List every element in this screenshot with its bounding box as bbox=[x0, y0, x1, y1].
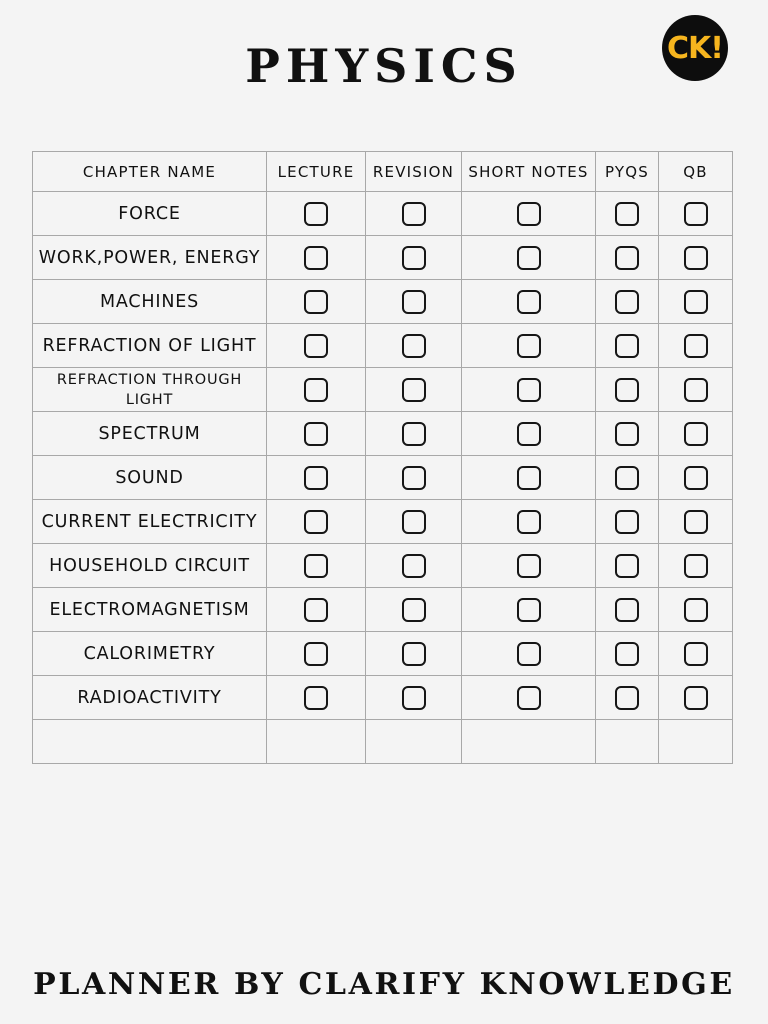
short-notes-checkbox[interactable] bbox=[517, 554, 541, 578]
revision-cell bbox=[366, 676, 462, 720]
lecture-checkbox[interactable] bbox=[304, 202, 328, 226]
table-row bbox=[33, 412, 733, 456]
revision-cell bbox=[366, 544, 462, 588]
pyqs-checkbox[interactable] bbox=[615, 466, 639, 490]
lecture-checkbox[interactable] bbox=[304, 598, 328, 622]
revision-checkbox[interactable] bbox=[402, 554, 426, 578]
lecture-cell bbox=[267, 280, 366, 324]
qb-checkbox[interactable] bbox=[684, 554, 708, 578]
short-notes-checkbox[interactable] bbox=[517, 334, 541, 358]
table-row bbox=[33, 456, 733, 500]
revision-cell bbox=[366, 236, 462, 280]
lecture-cell bbox=[267, 324, 366, 368]
short-notes-cell bbox=[462, 368, 596, 412]
column-header-chapter-name: CHAPTER NAME bbox=[33, 152, 267, 192]
lecture-checkbox[interactable] bbox=[304, 378, 328, 402]
lecture-checkbox[interactable] bbox=[304, 510, 328, 534]
column-header-lecture: LECTURE bbox=[267, 152, 366, 192]
qb-checkbox[interactable] bbox=[684, 510, 708, 534]
table-row bbox=[33, 676, 733, 720]
column-header-pyqs: PYQS bbox=[596, 152, 659, 192]
lecture-cell bbox=[267, 676, 366, 720]
pyqs-checkbox[interactable] bbox=[615, 290, 639, 314]
qb-cell bbox=[659, 632, 733, 676]
lecture-checkbox[interactable] bbox=[304, 554, 328, 578]
pyqs-checkbox[interactable] bbox=[615, 554, 639, 578]
short-notes-cell bbox=[462, 236, 596, 280]
qb-cell bbox=[659, 236, 733, 280]
pyqs-cell bbox=[596, 588, 659, 632]
lecture-cell bbox=[267, 456, 366, 500]
short-notes-cell bbox=[462, 544, 596, 588]
table-row-empty bbox=[33, 720, 733, 764]
table-row bbox=[33, 192, 733, 236]
table-header-row bbox=[33, 152, 733, 192]
revision-checkbox[interactable] bbox=[402, 422, 426, 446]
chapter-name-cell: HOUSEHOLD CIRCUIT bbox=[33, 544, 267, 588]
chapter-name-cell: SPECTRUM bbox=[33, 412, 267, 456]
qb-checkbox[interactable] bbox=[684, 290, 708, 314]
pyqs-cell bbox=[596, 632, 659, 676]
table-body bbox=[33, 192, 733, 764]
qb-checkbox[interactable] bbox=[684, 422, 708, 446]
qb-cell bbox=[659, 192, 733, 236]
short-notes-cell bbox=[462, 280, 596, 324]
lecture-cell bbox=[267, 500, 366, 544]
column-header-qb: QB bbox=[659, 152, 733, 192]
pyqs-checkbox[interactable] bbox=[615, 334, 639, 358]
lecture-cell bbox=[267, 412, 366, 456]
chapter-name-cell: RADIOACTIVITY bbox=[33, 676, 267, 720]
lecture-checkbox[interactable] bbox=[304, 466, 328, 490]
table-row bbox=[33, 368, 733, 412]
table-row bbox=[33, 500, 733, 544]
short-notes-cell bbox=[462, 676, 596, 720]
qb-cell bbox=[659, 500, 733, 544]
lecture-cell bbox=[267, 368, 366, 412]
qb-checkbox[interactable] bbox=[684, 598, 708, 622]
short-notes-cell bbox=[462, 412, 596, 456]
short-notes-cell bbox=[462, 720, 596, 764]
short-notes-cell bbox=[462, 500, 596, 544]
short-notes-checkbox[interactable] bbox=[517, 246, 541, 270]
pyqs-cell bbox=[596, 192, 659, 236]
revision-cell bbox=[366, 412, 462, 456]
revision-cell bbox=[366, 368, 462, 412]
table-row bbox=[33, 324, 733, 368]
lecture-checkbox[interactable] bbox=[304, 686, 328, 710]
lecture-cell bbox=[267, 192, 366, 236]
pyqs-cell bbox=[596, 676, 659, 720]
chapter-name-cell: ELECTROMAGNETISM bbox=[33, 588, 267, 632]
revision-cell bbox=[366, 500, 462, 544]
short-notes-checkbox[interactable] bbox=[517, 422, 541, 446]
revision-checkbox[interactable] bbox=[402, 642, 426, 666]
table-row bbox=[33, 236, 733, 280]
revision-checkbox[interactable] bbox=[402, 334, 426, 358]
short-notes-checkbox[interactable] bbox=[517, 686, 541, 710]
qb-checkbox[interactable] bbox=[684, 334, 708, 358]
revision-checkbox[interactable] bbox=[402, 378, 426, 402]
lecture-cell bbox=[267, 720, 366, 764]
table-row bbox=[33, 632, 733, 676]
pyqs-checkbox[interactable] bbox=[615, 422, 639, 446]
short-notes-checkbox[interactable] bbox=[517, 466, 541, 490]
pyqs-checkbox[interactable] bbox=[615, 642, 639, 666]
column-header-revision: REVISION bbox=[366, 152, 462, 192]
revision-cell bbox=[366, 192, 462, 236]
pyqs-cell bbox=[596, 324, 659, 368]
chapter-name-cell: REFRACTION OF LIGHT bbox=[33, 324, 267, 368]
pyqs-checkbox[interactable] bbox=[615, 510, 639, 534]
qb-cell bbox=[659, 412, 733, 456]
chapter-name-cell: MACHINES bbox=[33, 280, 267, 324]
column-header-short-notes: SHORT NOTES bbox=[462, 152, 596, 192]
qb-checkbox[interactable] bbox=[684, 686, 708, 710]
qb-cell bbox=[659, 588, 733, 632]
revision-checkbox[interactable] bbox=[402, 202, 426, 226]
qb-cell bbox=[659, 544, 733, 588]
table-row bbox=[33, 544, 733, 588]
lecture-checkbox[interactable] bbox=[304, 642, 328, 666]
table-row bbox=[33, 280, 733, 324]
short-notes-cell bbox=[462, 324, 596, 368]
chapter-name-cell: WORK,POWER, ENERGY bbox=[33, 236, 267, 280]
revision-cell bbox=[366, 632, 462, 676]
qb-checkbox[interactable] bbox=[684, 202, 708, 226]
qb-checkbox[interactable] bbox=[684, 378, 708, 402]
revision-cell bbox=[366, 456, 462, 500]
short-notes-checkbox[interactable] bbox=[517, 378, 541, 402]
chapter-name-cell: FORCE bbox=[33, 192, 267, 236]
short-notes-cell bbox=[462, 456, 596, 500]
chapter-name-cell: SOUND bbox=[33, 456, 267, 500]
pyqs-cell bbox=[596, 368, 659, 412]
short-notes-checkbox[interactable] bbox=[517, 290, 541, 314]
pyqs-cell bbox=[596, 456, 659, 500]
short-notes-checkbox[interactable] bbox=[517, 202, 541, 226]
lecture-cell bbox=[267, 544, 366, 588]
chapter-name-cell: CALORIMETRY bbox=[33, 632, 267, 676]
pyqs-checkbox[interactable] bbox=[615, 246, 639, 270]
revision-checkbox[interactable] bbox=[402, 686, 426, 710]
qb-cell bbox=[659, 368, 733, 412]
qb-checkbox[interactable] bbox=[684, 466, 708, 490]
revision-cell bbox=[366, 324, 462, 368]
revision-checkbox[interactable] bbox=[402, 290, 426, 314]
qb-cell bbox=[659, 324, 733, 368]
pyqs-cell bbox=[596, 500, 659, 544]
pyqs-checkbox[interactable] bbox=[615, 598, 639, 622]
short-notes-cell bbox=[462, 632, 596, 676]
footer-caption: PLANNER BY CLARIFY KNOWLEDGE bbox=[33, 967, 735, 1002]
pyqs-cell bbox=[596, 280, 659, 324]
short-notes-checkbox[interactable] bbox=[517, 598, 541, 622]
qb-cell bbox=[659, 720, 733, 764]
brand-logo: CK! bbox=[662, 15, 728, 81]
revision-checkbox[interactable] bbox=[402, 466, 426, 490]
lecture-checkbox[interactable] bbox=[304, 334, 328, 358]
qb-checkbox[interactable] bbox=[684, 642, 708, 666]
pyqs-cell bbox=[596, 236, 659, 280]
pyqs-cell bbox=[596, 412, 659, 456]
chapter-planner-table bbox=[32, 151, 733, 764]
lecture-cell bbox=[267, 588, 366, 632]
qb-cell bbox=[659, 280, 733, 324]
short-notes-checkbox[interactable] bbox=[517, 642, 541, 666]
chapter-name-cell: CURRENT ELECTRICITY bbox=[33, 500, 267, 544]
qb-cell bbox=[659, 676, 733, 720]
chapter-name-cell bbox=[33, 720, 267, 764]
pyqs-checkbox[interactable] bbox=[615, 378, 639, 402]
short-notes-checkbox[interactable] bbox=[517, 510, 541, 534]
revision-cell bbox=[366, 720, 462, 764]
pyqs-checkbox[interactable] bbox=[615, 686, 639, 710]
table-row bbox=[33, 588, 733, 632]
lecture-checkbox[interactable] bbox=[304, 246, 328, 270]
short-notes-cell bbox=[462, 192, 596, 236]
revision-cell bbox=[366, 280, 462, 324]
qb-cell bbox=[659, 456, 733, 500]
pyqs-cell bbox=[596, 720, 659, 764]
pyqs-checkbox[interactable] bbox=[615, 202, 639, 226]
chapter-name-cell: REFRACTION THROUGH LIGHT bbox=[33, 368, 267, 412]
pyqs-cell bbox=[596, 544, 659, 588]
lecture-checkbox[interactable] bbox=[304, 422, 328, 446]
lecture-cell bbox=[267, 236, 366, 280]
revision-cell bbox=[366, 588, 462, 632]
lecture-checkbox[interactable] bbox=[304, 290, 328, 314]
revision-checkbox[interactable] bbox=[402, 598, 426, 622]
page-title: PHYSICS bbox=[245, 39, 523, 93]
lecture-cell bbox=[267, 632, 366, 676]
short-notes-cell bbox=[462, 588, 596, 632]
revision-checkbox[interactable] bbox=[402, 510, 426, 534]
qb-checkbox[interactable] bbox=[684, 246, 708, 270]
revision-checkbox[interactable] bbox=[402, 246, 426, 270]
